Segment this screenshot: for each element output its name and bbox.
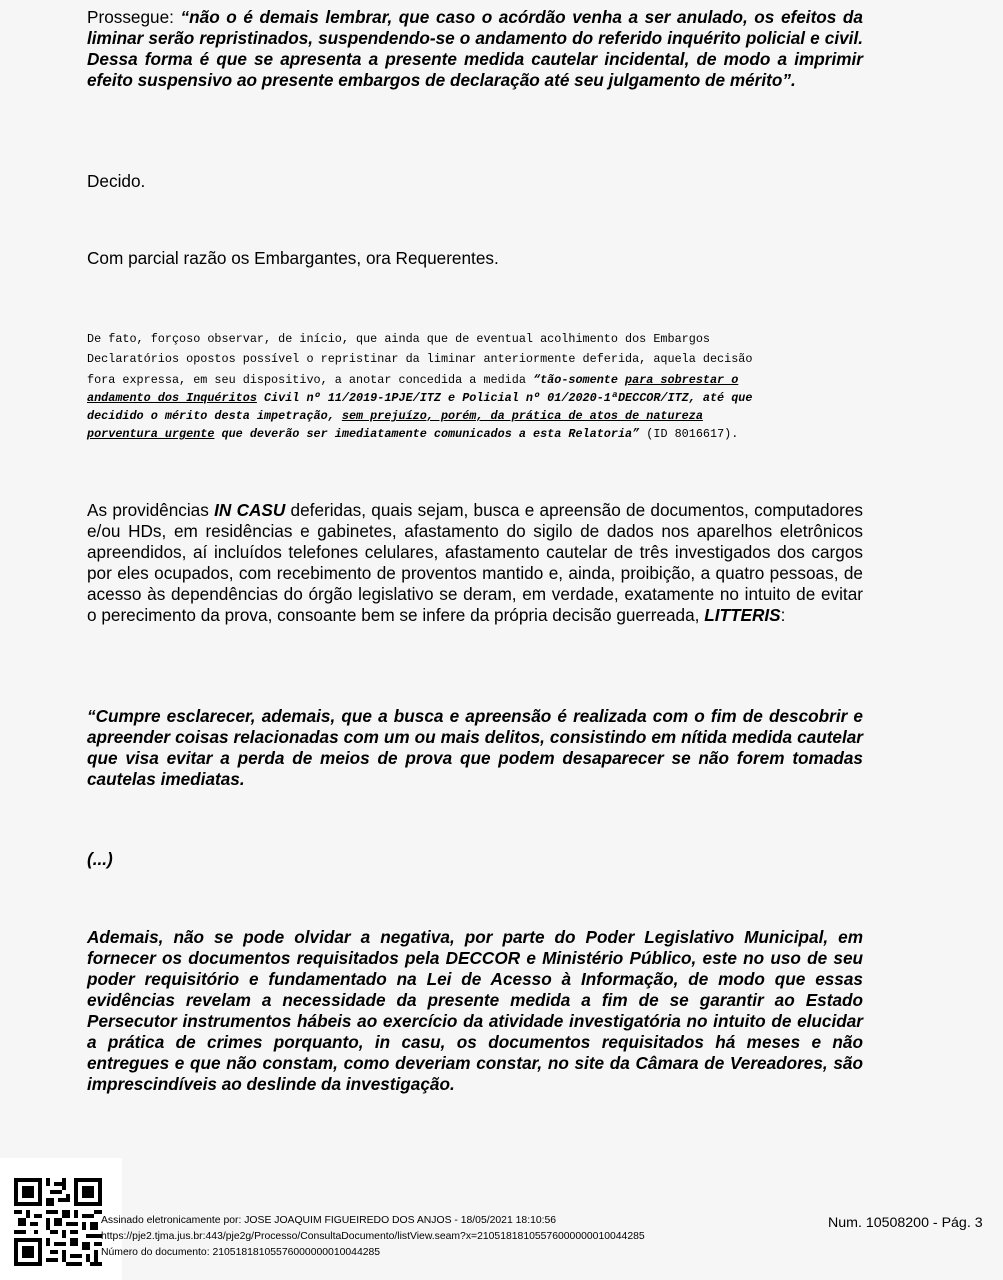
mono-line-6a: porventura urgente (87, 427, 215, 441)
paragraph-ellipsis: (...) (87, 849, 113, 869)
mono-line-5 (87, 407, 827, 425)
paragraph-prossegue (87, 7, 863, 91)
mono-line-4 (87, 389, 827, 407)
paragraph-cumpre-esclarecer: “Cumpre esclarecer, ademais, que a busca e apreensão é realizada com o fim de descobrir e apreender coisas relacionadas com um ou mais delitos, consistindo em nítida medida cautelar que visa evitar a perda de meios de prova que podem desaparecer se não forem tomadas cautelas imediatas. (87, 706, 863, 789)
paragraph-ademais: Ademais, não se pode olvidar a negativa, por parte do Poder Legislativo Municipal, em fornecer os documentos requisitados pela DECCOR e Ministério Público, este no uso de seu poder requisitório e fundamentado na Lei de Acesso à Informação, de modo que essas evidências revelam a necessidade da presente medida a fim de se garantir ao Estado Persecutor instrumentos hábeis ao exercício da atividade investigatória no intuito de elucidar a prática de crimes porquanto, in casu, os documentos requisitados há meses e não entregues e que não constam, como deveriam constar, no site da Câmara de Vereadores, são imprescindíveis ao deslinde da investigação. (87, 927, 863, 1094)
mono-line-4a: andamento dos Inquéritos (87, 391, 257, 405)
document-url[interactable]: https://pje2.tjma.jus.br:443/pje2g/Processo/ConsultaDocumento/listView.seam?x=21051818105576000000010044285 (101, 1231, 645, 1242)
document-number: Número do documento: 21051818105576000000010044285 (101, 1247, 381, 1258)
providencias-a: As providências (87, 500, 215, 520)
paragraph-parcial-razao: Com parcial razão os Embargantes, ora Requerentes. (87, 248, 499, 268)
mono-line-1: De fato, forçoso observar, de início, que ainda que de eventual acolhimento dos Embargos (87, 332, 710, 346)
in-casu: IN CASU (214, 500, 286, 520)
prossegue-lead: Prossegue: (87, 7, 181, 27)
paragraph-providencias (87, 500, 863, 626)
signed-by: Assinado eletronicamente por: JOSE JOAQUIM FIGUEIREDO DOS ANJOS - 18/05/2021 18:10:56 (101, 1215, 557, 1226)
page-number: Num. 10508200 - Pág. 3 (828, 1215, 983, 1231)
mono-line-2: Declaratórios opostos possível o repristinar da liminar anteriormente deferida, aquela decisão (87, 352, 753, 366)
mono-line-3a: fora expressa, em seu dispositivo, a anotar concedida a medida (87, 373, 533, 387)
providencias-b: deferidas, quais sejam, busca e apreensão de documentos, computadores e/ou HDs, em residências e gabinetes, afastamento do sigilo de dados nos aparelhos eletrônicos apreendidos, aí incluídos telefones celulares, afastamento cautelar de três investigados dos cargos por eles ocupados, com recebimento de proventos mantido e, ainda, proibição, a quatro pessoas, de acesso às dependências do órgão legislativo se deram, em verdade, exatamente no intuito de evitar o perecimento da prova, consoante bem se infere da própria decisão guerreada, (87, 500, 864, 625)
signature-footer (101, 1213, 645, 1261)
mono-line-6b: que deverão ser imediatamente comunicados a esta Relatoria” (214, 427, 640, 441)
paragraph-decido: Decido. (87, 171, 146, 191)
qr-code-icon (14, 1178, 102, 1266)
litteris: LITTERIS (704, 605, 781, 625)
mono-line-3b: “tão-somente (533, 373, 626, 387)
mono-line-6c: (ID 8016617). (639, 427, 739, 441)
mono-line-5a: decidido o mérito desta impetração, (87, 409, 342, 423)
providencias-c: : (780, 605, 786, 625)
mono-line-4b: Civil nº 11/2019-1PJE/ITZ e Policial nº 01/2020-1ªDECCOR/ITZ, até que (256, 391, 753, 405)
prossegue-quote: “não o é demais lembrar, que caso o acórdão venha a ser anulado, os efeitos da liminar serão repristinados, suspendendo-se o andamento do referido inquérito policial e civil. Dessa forma é que se apresenta a presente medida cautelar incidental, de modo a imprimir efeito suspensivo ao presente embargos de declaração até seu julgamento de mérito”. (87, 7, 863, 90)
mono-line-3 (87, 371, 827, 389)
mono-line-6 (87, 425, 827, 443)
mono-line-5b: sem prejuízo, porém, da prática de atos de natureza (341, 409, 703, 423)
mono-line-3c: para sobrestar o (625, 373, 739, 387)
